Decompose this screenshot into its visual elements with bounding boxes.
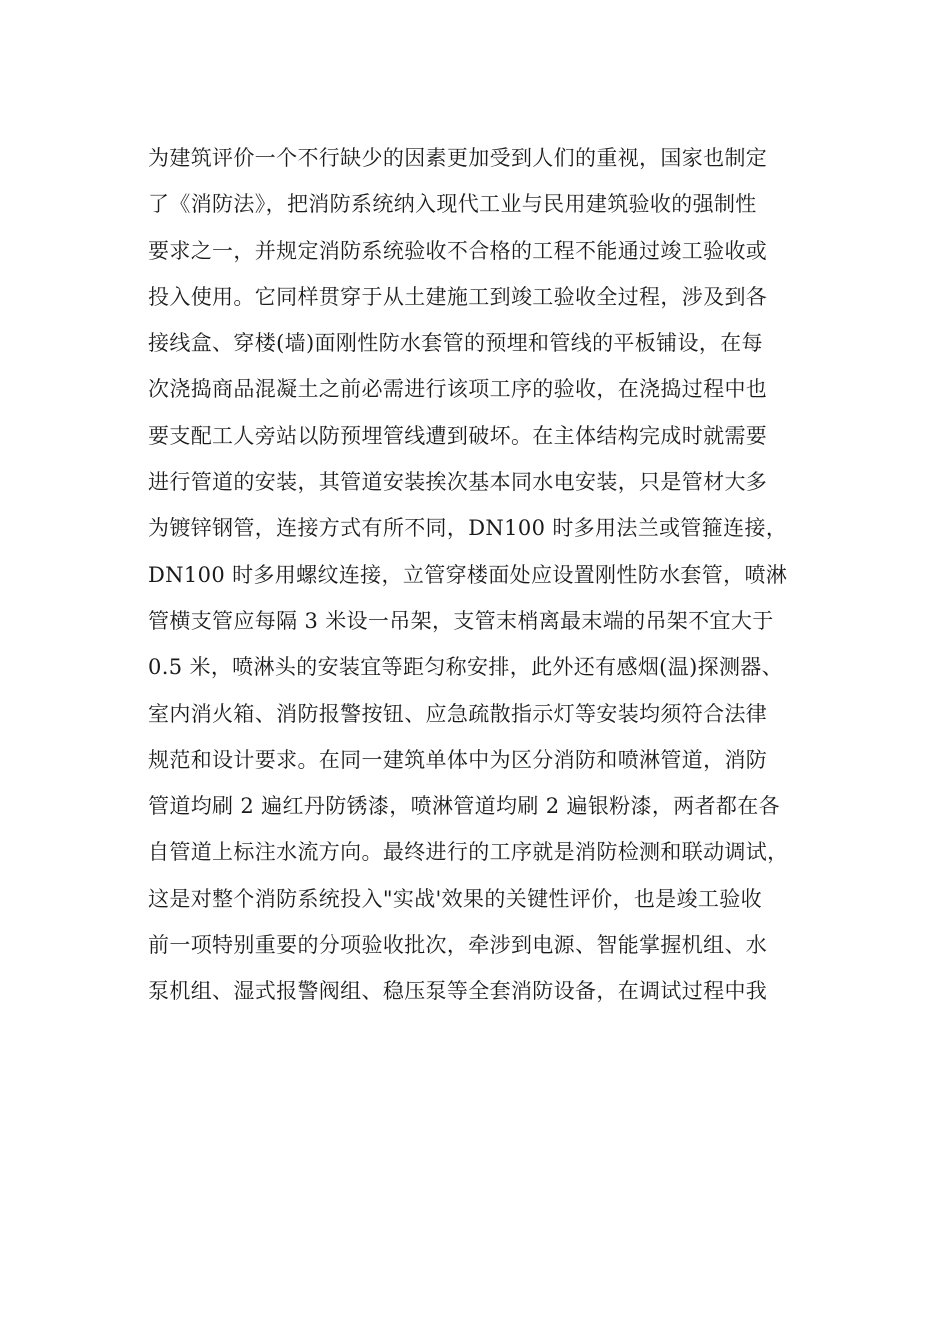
text-line: 0.5 米，喷淋头的安装宜等距匀称安排，此外还有感烟(温)探测器、 — [148, 655, 784, 680]
text-line: 接线盒、穿楼(墙)面刚性防水套管的预埋和管线的平板铺设，在每 — [148, 331, 763, 356]
text-line: 投入使用。它同样贯穿于从土建施工到竣工验收全过程，涉及到各 — [148, 284, 768, 309]
text-line: DN100 时多用螺纹连接，立管穿楼面处应设置刚性防水套管，喷淋 — [148, 562, 788, 587]
text-line: 前一项特别重要的分项验收批次，牵涉到电源、智能掌握机组、水 — [148, 933, 768, 958]
text-line: 泵机组、湿式报警阀组、稳压泵等全套消防设备，在调试过程中我 — [148, 979, 768, 1004]
text-line: 要支配工人旁站以防预埋管线遭到破坏。在主体结构完成时就需要 — [148, 423, 768, 448]
text-line: 为建筑评价一个不行缺少的因素更加受到人们的重视，国家也制定 — [148, 146, 768, 170]
text-line: 管横支管应每隔 3 米设一吊架，支管末梢离最末端的吊架不宜大于 — [148, 608, 774, 633]
text-line: 为镀锌钢管，连接方式有所不同，DN100 时多用法兰或管箍连接， — [148, 516, 788, 541]
text-line: 了《消防法》，把消防系统纳入现代工业与民用建筑验收的强制性 — [148, 192, 757, 217]
text-line: 次浇捣商品混凝土之前必需进行该项工序的验收，在浇捣过程中也 — [148, 377, 768, 402]
text-line: 规范和设计要求。在同一建筑单体中为区分消防和喷淋管道，消防 — [148, 747, 768, 772]
text-line: 进行管道的安装，其管道安装挨次基本同水电安装，只是管材大多 — [148, 470, 768, 495]
text-line: 这是对整个消防系统投入"实战'效果的关键性评价，也是竣工验收 — [148, 886, 762, 911]
body-text — [148, 135, 828, 1015]
text-line: 要求之一，并规定消防系统验收不合格的工程不能通过竣工验收或 — [148, 238, 768, 263]
text-line: 管道均刷 2 遍红丹防锈漆，喷淋管道均刷 2 遍银粉漆，两者都在各 — [148, 794, 780, 819]
text-line: 室内消火箱、消防报警按钮、应急疏散指示灯等安装均须符合法律 — [148, 701, 768, 726]
text-line: 自管道上标注水流方向。最终进行的工序就是消防检测和联动调试， — [148, 840, 789, 865]
